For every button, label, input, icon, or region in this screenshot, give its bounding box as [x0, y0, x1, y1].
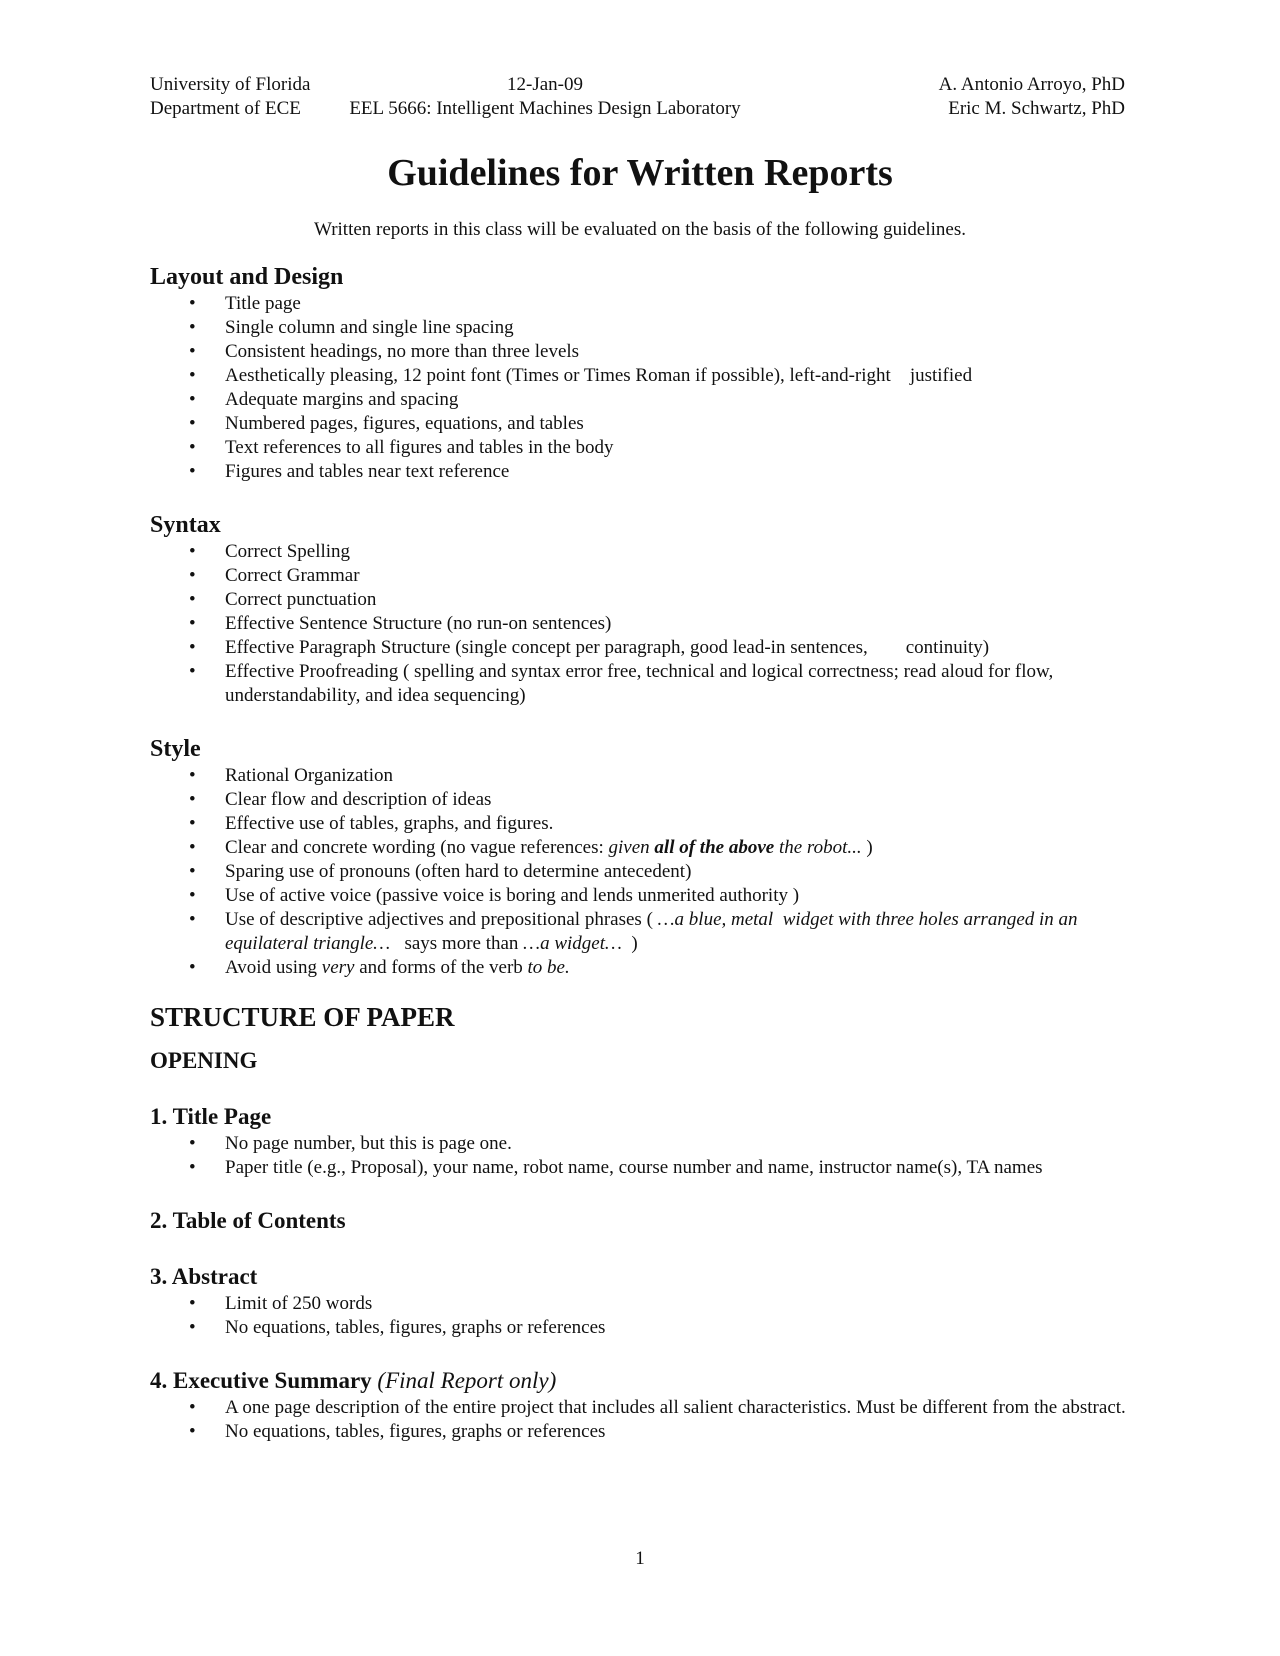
list-item: • Clear flow and description of ideas	[150, 788, 1140, 812]
avoid-mid: and forms of the verb	[354, 957, 528, 978]
avoid-very: very	[321, 957, 355, 978]
list-item: • Adequate margins and spacing	[150, 388, 1140, 412]
wording-prefix: Clear and concrete wording (no vague references:	[225, 837, 609, 858]
title-page-heading: 1. Title Page	[150, 1104, 272, 1129]
descriptive-mid: says more than	[390, 933, 524, 954]
page-number: 1	[635, 1548, 645, 1569]
executive-summary-note: (Final Report only)	[377, 1368, 557, 1393]
avoid-prefix: Avoid using	[225, 957, 322, 978]
list-item: • Effective Paragraph Structure (single concept per paragraph, good lead-in sentences, continuity)	[150, 636, 1140, 660]
list-item: • Numbered pages, figures, equations, and tables	[150, 412, 1140, 436]
university-name: University of Florida	[150, 74, 311, 95]
document-body	[150, 262, 1140, 1444]
section-heading-layout: Layout and Design	[150, 264, 344, 290]
intro-text: Written reports in this class will be evaluated on the basis of the following guidelines.	[314, 219, 966, 240]
list-item: • No equations, tables, figures, graphs or references	[150, 1316, 1140, 1340]
structure-heading: STRUCTURE OF PAPER	[150, 1002, 455, 1032]
list-item: • Correct Spelling	[150, 540, 1140, 564]
executive-summary-heading	[150, 1366, 1140, 1396]
list-item: • Sparing use of pronouns (often hard to determine antecedent)	[150, 860, 1140, 884]
list-item: • Effective Proofreading ( spelling and syntax error free, technical and logical correctness; read aloud for flow, understandability, and idea sequencing)	[150, 660, 1140, 708]
list-item: • No equations, tables, figures, graphs or references	[150, 1420, 1140, 1444]
toc-heading: 2. Table of Contents	[150, 1208, 346, 1233]
wording-close: )	[861, 837, 873, 858]
list-item: • Correct Grammar	[150, 564, 1140, 588]
syntax-list	[150, 540, 1140, 708]
avoid-to-be: to be.	[527, 957, 570, 978]
header-right	[939, 73, 1125, 121]
course-name: EEL 5666: Intelligent Machines Design Laboratory	[349, 98, 741, 119]
list-item-avoid	[150, 956, 1140, 980]
header-date: 12-Jan-09	[507, 74, 583, 95]
document-title: Guidelines for Written Reports	[387, 152, 893, 194]
executive-summary-list	[150, 1396, 1140, 1444]
list-item: • Figures and tables near text reference	[150, 460, 1140, 484]
instructor-2: Eric M. Schwartz, PhD	[948, 98, 1125, 119]
section-heading-style: Style	[150, 736, 201, 762]
list-item: • Limit of 250 words	[150, 1292, 1140, 1316]
list-item: • Consistent headings, no more than three levels	[150, 340, 1140, 364]
list-item: • Single column and single line spacing	[150, 316, 1140, 340]
descriptive-prefix: Use of descriptive adjectives and prepositional phrases (	[225, 909, 658, 930]
instructor-1: A. Antonio Arroyo, PhD	[938, 74, 1125, 95]
layout-list	[150, 292, 1140, 484]
list-item: • Use of active voice (passive voice is boring and lends unmerited authority )	[150, 884, 1140, 908]
wording-given: given	[608, 837, 655, 858]
header-center	[150, 73, 940, 121]
list-item: • No page number, but this is page one.	[150, 1132, 1140, 1156]
abstract-list	[150, 1292, 1140, 1340]
descriptive-example-2: …a widget…	[523, 933, 622, 954]
executive-summary-title: 4. Executive Summary	[150, 1368, 372, 1393]
list-item: • Effective Sentence Structure (no run-on sentences)	[150, 612, 1140, 636]
abstract-heading: 3. Abstract	[150, 1264, 258, 1289]
descriptive-example-1: …a blue, metal widget with three holes arranged in an equilateral triangle…	[225, 909, 1083, 954]
list-item: • Title page	[150, 292, 1140, 316]
list-item: • Rational Organization	[150, 764, 1140, 788]
list-item: • Aesthetically pleasing, 12 point font (Times or Times Roman if possible), left-and-right justified	[150, 364, 1140, 388]
list-item: • Text references to all figures and tables in the body	[150, 436, 1140, 460]
wording-robot: the robot...	[774, 837, 862, 858]
descriptive-close: )	[621, 933, 638, 954]
section-heading-syntax: Syntax	[150, 512, 221, 538]
opening-heading: OPENING	[150, 1048, 258, 1073]
list-item: • Effective use of tables, graphs, and figures.	[150, 812, 1140, 836]
list-item-wording	[150, 836, 1140, 860]
title-page-list	[150, 1132, 1140, 1180]
list-item: • Correct punctuation	[150, 588, 1140, 612]
style-list	[150, 764, 1140, 980]
list-item: • Paper title (e.g., Proposal), your name, robot name, course number and name, instructor name(s), TA names	[150, 1156, 1140, 1180]
department-name: Department of ECE	[150, 98, 301, 119]
list-item-descriptive	[150, 908, 1140, 956]
wording-bold: all of the above	[654, 837, 775, 858]
list-item: • A one page description of the entire project that includes all salient characteristics. Must be different from the abstract.	[150, 1396, 1140, 1420]
